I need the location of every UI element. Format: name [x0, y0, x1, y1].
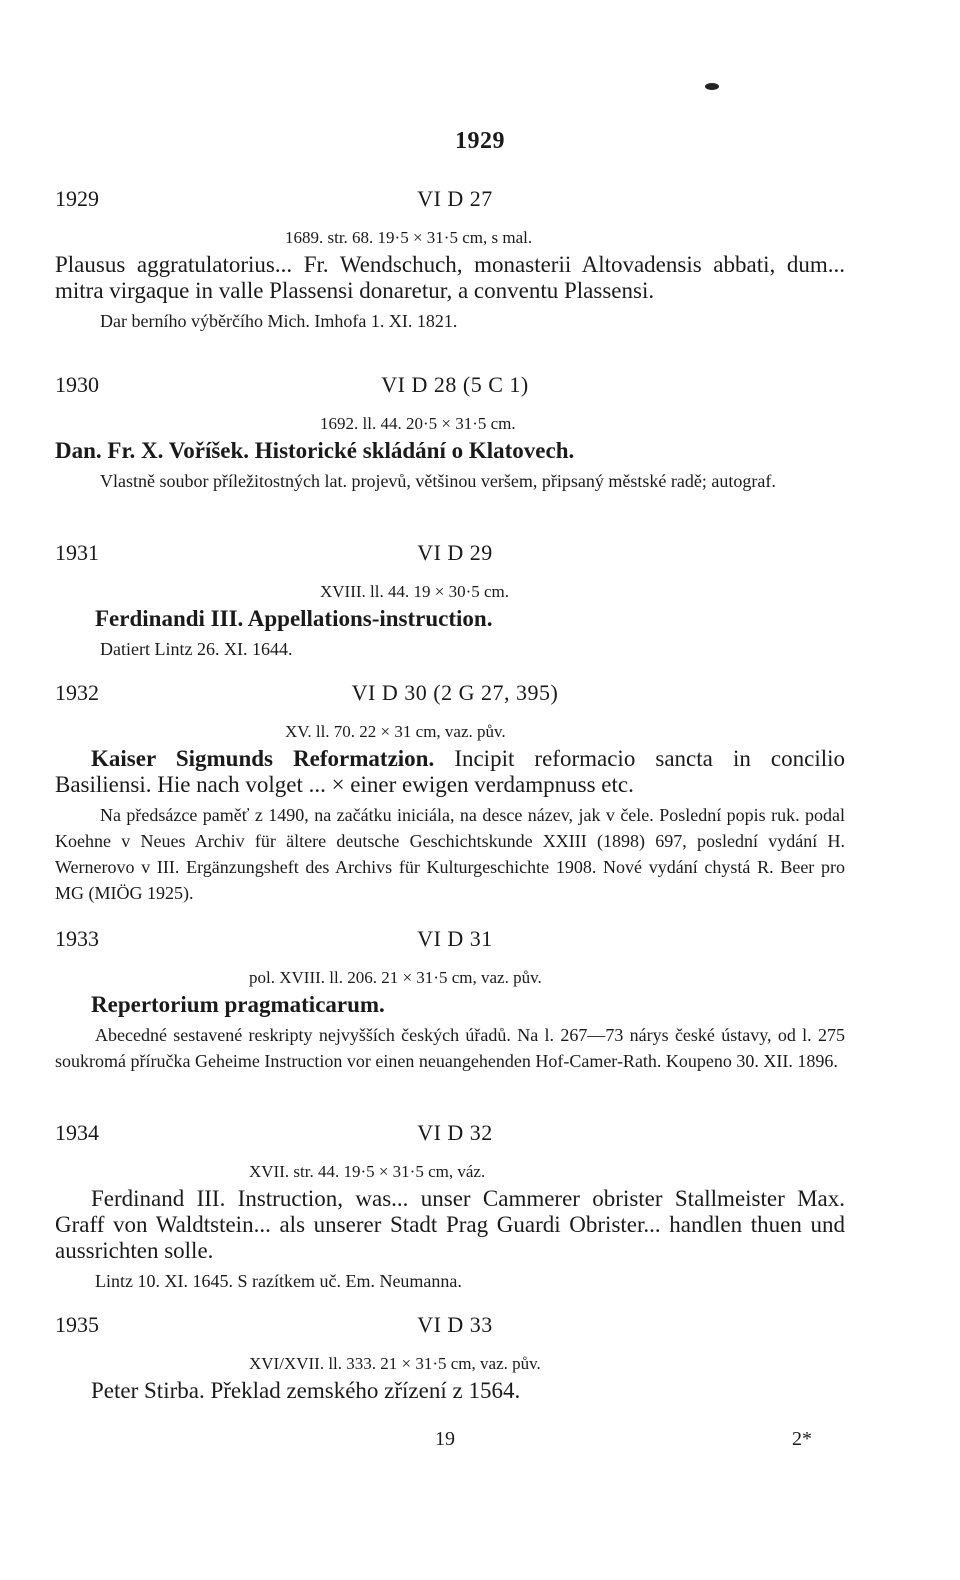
entry-note: Dar berního výběrčího Mich. Imhofa 1. XI. 1821.: [100, 311, 458, 331]
entry-heading: [55, 1120, 845, 1150]
catalog-entry: [55, 1120, 845, 1294]
entry-signature: VI D 27: [417, 186, 493, 211]
catalog-entry: [55, 372, 845, 494]
page-number: 19: [435, 1428, 455, 1450]
catalog-entry: [55, 926, 845, 1074]
entry-heading: [55, 926, 845, 956]
entry-signature: VI D 31: [417, 926, 493, 951]
entry-physical-description: XVII. str. 44. 19·5 × 31·5 cm, váz.: [249, 1162, 486, 1181]
entry-physical-description: XVI/XVII. ll. 333. 21 × 31·5 cm, vaz. pův.: [249, 1354, 541, 1373]
entry-heading: [55, 680, 845, 710]
entry-heading: [55, 372, 845, 402]
entry-signature: VI D 29: [417, 540, 493, 565]
entry-title-incipit: Incipit reformacio sancta in concilio Basiliensi. Hie nach volget ... × einer ewigen verdampnuss etc.: [55, 746, 846, 797]
entry-title: Dan. Fr. X. Voříšek. Historické skládání o Klatovech.: [55, 438, 575, 463]
entry-physical-description: 1692. ll. 44. 20·5 × 31·5 cm.: [320, 414, 516, 433]
entry-signature: VI D 28 (5 C 1): [381, 372, 529, 397]
entry-number: 1932: [55, 680, 99, 705]
catalog-entry: [55, 1312, 845, 1404]
entry-number: 1933: [55, 926, 99, 951]
entry-heading: [55, 186, 845, 216]
entry-signature: VI D 32: [417, 1120, 493, 1145]
entry-note: Datiert Lintz 26. XI. 1644.: [100, 639, 293, 659]
entry-note: Na předsázce paměť z 1490, na začátku iniciála, na desce název, jak v čele. Poslední popis ruk. podal Koehne v Neues Archiv für ältere deutsche Geschichtskunde XXIII (1898) 697, poslední vydání H. Wernerovo v III. Ergänzungsheft des Archivs für Kulturgeschichte 1908. Nové vydání chystá R. Beer pro MG (MIÖG 1925).: [55, 805, 845, 903]
ink-blot-mark: [704, 82, 720, 91]
entry-number: 1931: [55, 540, 99, 565]
entry-physical-description: XVIII. ll. 44. 19 × 30·5 cm.: [320, 582, 510, 601]
entry-title: Ferdinandi III. Appellations-instruction.: [95, 606, 493, 631]
entry-physical-description: 1689. str. 68. 19·5 × 31·5 cm, s mal.: [285, 228, 533, 247]
sheet-signature: 2*: [792, 1428, 812, 1450]
entry-note: Lintz 10. XI. 1645. S razítkem uč. Em. Neumanna.: [95, 1271, 462, 1291]
entry-note: Abecedné sestavené reskripty nejvyšších českých úřadů. Na l. 267—73 nárys české ústavy, od l. 275 soukromá příručka Geheime Instruction vor einen neuangehenden Hof-Camer-Rath. Koupeno 30. XII. 1896.: [55, 1025, 845, 1071]
entry-signature: VI D 33: [417, 1312, 493, 1337]
entry-number: 1934: [55, 1120, 99, 1145]
entry-heading: [55, 1312, 845, 1342]
catalog-entry: [55, 540, 845, 662]
entry-title: Repertorium pragmaticarum.: [91, 992, 385, 1017]
entry-physical-description: pol. XVIII. ll. 206. 21 × 31·5 cm, vaz. pův.: [249, 968, 542, 987]
entry-signature: VI D 30 (2 G 27, 395): [351, 680, 559, 705]
entry-number: 1929: [55, 186, 99, 211]
entry-number: 1935: [55, 1312, 99, 1337]
entry-title: Plausus aggratulatorius... Fr. Wendschuch, monasterii Altovadensis abbati, dum... mitra virgaque in valle Plassensi donaretur, a conventu Plassensi.: [55, 252, 845, 303]
entry-note: Vlastně soubor příležitostných lat. projevů, většinou veršem, připsaný městské radě; autograf.: [100, 471, 776, 491]
entry-title: Ferdinand III. Instruction, was... unser Cammerer obrister Stallmeister Max. Graff von Waldtstein... als unserer Stadt Prag Guardi Obrister... handlen thuen und aussrichten solle.: [55, 1186, 845, 1263]
entry-title: [55, 746, 845, 798]
entry-title-bold: Kaiser Sigmunds Reformatzion.: [91, 746, 435, 771]
entry-heading: [55, 540, 845, 570]
entry-title: Peter Stirba. Překlad zemského zřízení z 1564.: [91, 1378, 521, 1403]
catalog-entry: [55, 186, 845, 334]
entry-physical-description: XV. ll. 70. 22 × 31 cm, vaz. pův.: [285, 722, 506, 741]
catalog-entry: [55, 680, 845, 906]
page-header-year: 1929: [455, 128, 505, 154]
entry-number: 1930: [55, 372, 99, 397]
